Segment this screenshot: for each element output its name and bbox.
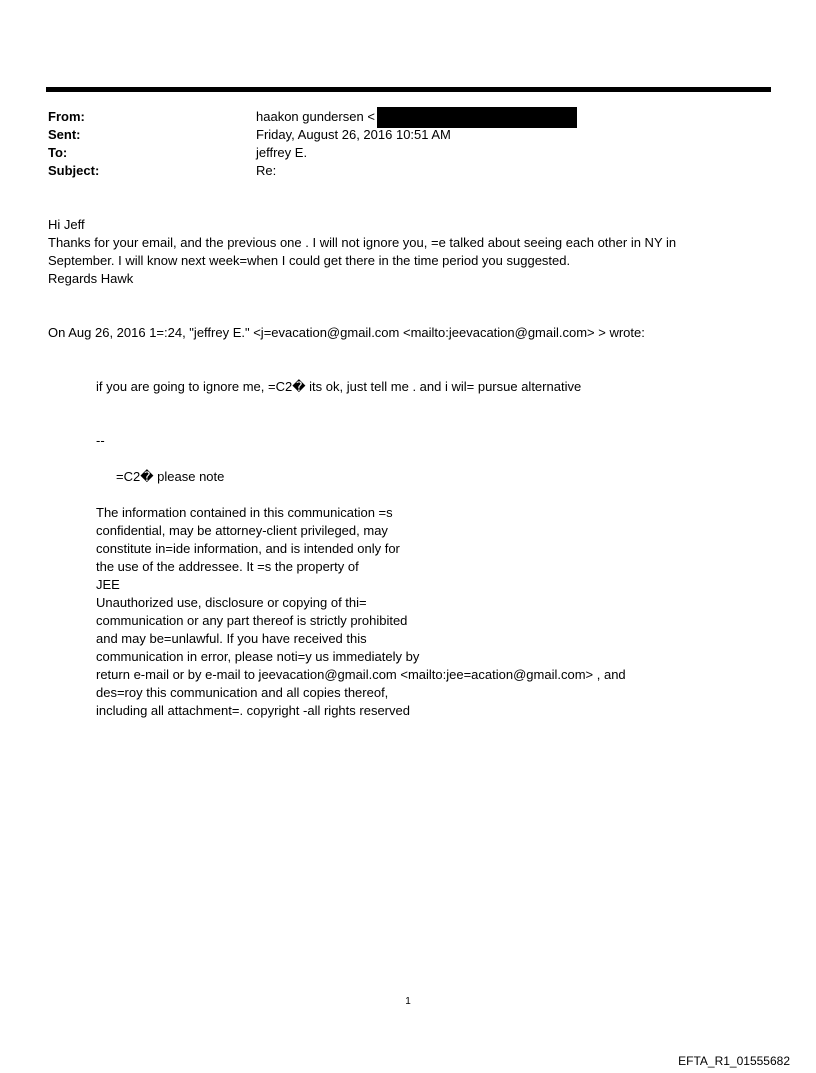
- sent-label: Sent:: [48, 127, 81, 142]
- disclaimer-line: and may be=unlawful. If you have received this: [96, 631, 367, 646]
- to-value: jeffrey E.: [256, 145, 308, 160]
- to-label: To:: [48, 145, 68, 160]
- reply-line: Thanks for your email, and the previous one . I will not ignore you, =e talked about seeing each other in NY in: [48, 235, 677, 250]
- quoted-message: if you are going to ignore me, =C2� its ok, just tell me . and i wil= pursue alternative: [96, 379, 582, 394]
- disclaimer-line: JEE: [96, 577, 120, 592]
- disclaimer-line: communication or any part thereof is strictly prohibited: [96, 613, 408, 628]
- sent-value: Friday, August 26, 2016 10:51 AM: [256, 127, 451, 142]
- disclaimer-line: including all attachment=. copyright -all rights reserved: [96, 703, 410, 718]
- disclaimer-line: confidential, may be attorney-client privileged, may: [96, 523, 388, 538]
- document-id: EFTA_R1_01555682: [678, 1054, 790, 1068]
- disclaimer-line: The information contained in this communication =s: [96, 505, 393, 520]
- quote-header: On Aug 26, 2016 1=:24, "jeffrey E." <j=evacation@gmail.com <mailto:jeevacation@gmail.com> > wrote:: [48, 325, 645, 340]
- disclaimer-line: Unauthorized use, disclosure or copying of thi=: [96, 595, 367, 610]
- from-label: From:: [48, 109, 85, 124]
- header-rule: [46, 87, 771, 92]
- disclaimer-line: constitute in=ide information, and is intended only for: [96, 541, 400, 556]
- from-value: haakon gundersen <: [256, 109, 375, 124]
- please-note: =C2� please note: [116, 469, 225, 484]
- signature-separator: --: [96, 433, 105, 448]
- disclaimer-line: des=roy this communication and all copies thereof,: [96, 685, 389, 700]
- disclaimer-line: the use of the addressee. It =s the property of: [96, 559, 359, 574]
- reply-line: Regards Hawk: [48, 271, 134, 286]
- reply-line: September. I will know next week=when I could get there in the time period you suggested.: [48, 253, 571, 268]
- disclaimer-line: return e-mail or by e-mail to jeevacation@gmail.com <mailto:jee=acation@gmail.com> , and: [96, 667, 626, 682]
- page-number: 1: [405, 996, 411, 1007]
- redaction-block: [377, 107, 577, 128]
- reply-line: Hi Jeff: [48, 217, 85, 232]
- subject-value: Re:: [256, 163, 277, 178]
- subject-label: Subject:: [48, 163, 100, 178]
- disclaimer-line: communication in error, please noti=y us immediately by: [96, 649, 420, 664]
